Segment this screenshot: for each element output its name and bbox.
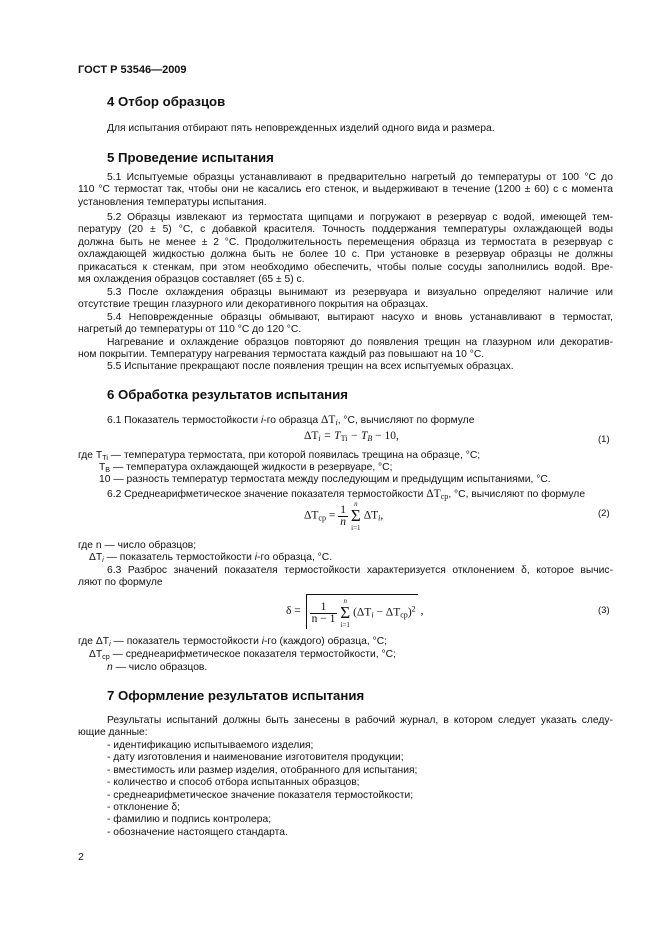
where-1-tti: где $T_{Ti}$ — температура термостата, при которой появилась трещина на образце, °С; bbox=[78, 450, 481, 462]
section-7-list bbox=[107, 740, 417, 839]
paragraph-5-2: 5.2 Образцы извлекают из термостата щипцами и погружают в резервуар с водой, имеющей тем- пературу (20 ± 5) °С, с добавкой красителя. Точность поддержания температуры охлаждающей воды должна быть не менее ± 2 °С. Продолжительность перемещения образца из термостата в резервуар с охлаждающей жидкостью должна быть не более 10 с. При установке в резервуар образцы не должны прикасаться к стенкам, при этом необходимо обеспечить, чтобы полые сосуды заполнились водой. Вре- мя охлаждения образцов составляет (65 ± 5) с. bbox=[78, 212, 613, 286]
list-item: - идентификацию испытываемого изделия; bbox=[107, 740, 314, 751]
list-item: - отклонение δ; bbox=[107, 802, 181, 814]
where-2-n: где n — число образцов; bbox=[78, 540, 197, 551]
list-item: - фамилию и подпись контролера; bbox=[107, 814, 272, 826]
formula-3: δ = $\frac{1}{n - 1}$ n Σ i=1 $(\Delta T_i - \Delta T_{ср})^2$ , bbox=[286, 594, 423, 629]
page-number: 2 bbox=[78, 851, 84, 863]
list-item: - количество и способ отбора испытанных образцов; bbox=[107, 777, 360, 789]
section-4-text: Для испытания отбирают пять неповрежденных изделий одного вида и размера. bbox=[107, 123, 495, 134]
list-item: - среднеарифметическое значение показателя термостойкости; bbox=[107, 789, 414, 801]
where-3-dti: где $\Delta T_i$ — показатель термостойкости i-го (каждого) образца, °С; bbox=[78, 636, 388, 648]
list-item: - обозначение настоящего стандарта. bbox=[107, 826, 288, 838]
section-4-title: 4 Отбор образцов bbox=[107, 94, 226, 109]
section-6-title: 6 Обработка результатов испытания bbox=[107, 387, 348, 402]
paragraph-6-1: 6.1 Показатель термостойкости i-го образца $\Delta T_i$, °С, вычисляют по формуле bbox=[107, 414, 475, 427]
where-1-tb: $T_B$ — температура охлаждающей жидкости в резервуаре, °С; bbox=[99, 462, 393, 474]
where-3-n: n — число образцов. bbox=[107, 662, 208, 673]
paragraph-5-1: 5.1 Испытуемые образцы устанавливают в предварительно нагретый до температуры от 100 °С до 110 °С термостат так, чтобы они не касались его стенок, и выдерживают в течение (1200 ± 60) с с момента установления температуры испытания. bbox=[78, 172, 613, 208]
list-item: - дату изготовления и наименование изготовителя продукции; bbox=[107, 752, 404, 764]
where-1-ten: 10 — разность температур термостата между последующим и предыдущим испытаниями, °С. bbox=[99, 474, 551, 485]
section-7-intro: Результаты испытаний должны быть занесены в рабочий журнал, в котором следует указать следу- ющие данные: bbox=[78, 715, 613, 739]
formula-1: $\Delta T_i = T_{Ti} - T_B - 10$, bbox=[304, 430, 399, 443]
paragraph-5-4b: Нагревание и охлаждение образцов повторяют до появления трещин на глазурном или декоратив- ном покрытии. Температуру нагревания термостата каждый раз повышают на 10 °С. bbox=[78, 337, 613, 361]
paragraph-6-3: 6.3 Разброс значений показателя термостойкости характеризуется отклонением δ, которое вычис- ляют по формуле bbox=[78, 565, 613, 589]
paragraph-5-4: 5.4 Неповрежденные образцы обмывают, вытирают насухо и вновь устанавливают в термостат, нагретый до температуры от 110 °С до 120 °С. bbox=[78, 312, 613, 336]
list-item: - вместимость или размер изделия, отобранного для испытания; bbox=[107, 764, 418, 776]
formula-3-number: (3) bbox=[598, 605, 610, 616]
formula-2-number: (2) bbox=[598, 508, 610, 519]
formula-1-number: (1) bbox=[598, 434, 610, 445]
where-3-dtcp: $\Delta T_{ср}$ — среднеарифметическое показателя термостойкости, °С; bbox=[89, 649, 396, 661]
where-2-dti: $\Delta T_i$ — показатель термостойкости i-го образца, °С. bbox=[89, 552, 333, 564]
section-5-title: 5 Проведение испытания bbox=[107, 150, 274, 165]
paragraph-5-5: 5.5 Испытание прекращают после появления трещин на всех испытуемых образцах. bbox=[107, 361, 514, 372]
document-id: ГОСТ Р 53546—2009 bbox=[78, 64, 187, 76]
section-7-title: 7 Оформление результатов испытания bbox=[107, 688, 365, 703]
paragraph-6-2: 6.2 Среднеарифметическое значение показателя термостойкости $\Delta T_{ср}$, °С, вычисляют по формуле bbox=[107, 488, 586, 501]
paragraph-5-3: 5.3 После охлаждения образцы вынимают из резервуара и визуально определяют наличие или отсутствие трещин глазурного или декоративного покрытия на образцах. bbox=[78, 287, 613, 311]
formula-2: $\Delta T_{ср}$ = $\frac{1}{n}$ n Σ i=1 $\Delta T_i$, bbox=[304, 500, 384, 532]
